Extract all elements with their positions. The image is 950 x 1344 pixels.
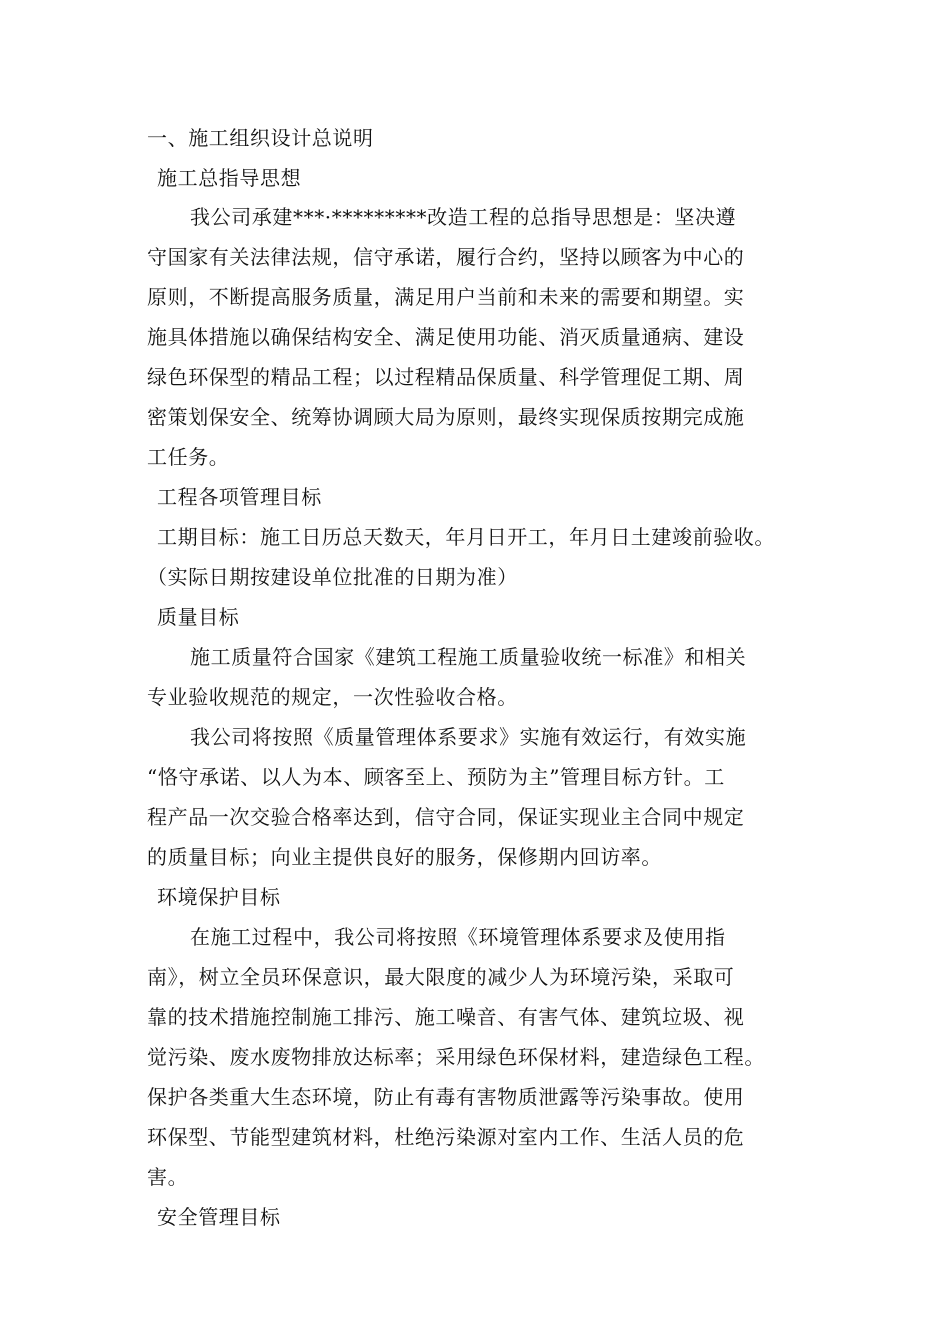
- paragraph-line: 保护各类重大生态环境，防止有毒有害物质泄露等污染事故。使用: [147, 1085, 745, 1109]
- paragraph-line: 施具体措施以确保结构安全、满足使用功能、消灭质量通病、建设: [147, 325, 745, 349]
- paragraph-line: 施工质量符合国家《建筑工程施工质量验收统一标准》和相关: [190, 645, 747, 669]
- paragraph-line: 觉污染、废水废物排放达标率；采用绿色环保材料，建造绿色工程。: [147, 1045, 765, 1069]
- paragraph-line: 在施工过程中，我公司将按照《环境管理体系要求及使用指: [190, 925, 726, 949]
- paragraph-line: 工任务。: [147, 445, 230, 469]
- paragraph-line: 专业验收规范的规定，一次性验收合格。: [147, 685, 518, 709]
- paragraph-line: “恪守承诺、以人为本、顾客至上、预防为主”管理目标方针。工: [147, 765, 725, 789]
- paragraph-line: 环保型、节能型建筑材料，杜绝污染源对室内工作、生活人员的危: [147, 1125, 745, 1149]
- paragraph-line: 我公司承建***·*********改造工程的总指导思想是：坚决遵: [190, 205, 737, 229]
- paragraph-line: 程产品一次交验合格率达到，信守合同，保证实现业主合同中规定: [147, 805, 745, 829]
- subheading-guiding-idea: 施工总指导思想: [157, 166, 302, 190]
- paragraph-line: 绿色环保型的精品工程；以过程精品保质量、科学管理促工期、周: [147, 365, 745, 389]
- paragraph-line: 害。: [147, 1165, 189, 1189]
- paragraph-line: 密策划保安全、统筹协调顾大局为原则，最终实现保质按期完成施: [147, 405, 745, 429]
- paragraph-line: 南》，树立全员环保意识，最大限度的减少人为环境污染，采取可: [147, 965, 735, 989]
- paragraph-line: 守国家有关法律法规，信守承诺，履行合约，坚持以顾客为中心的: [147, 245, 745, 269]
- subheading-management-goals: 工程各项管理目标: [157, 485, 322, 509]
- subheading-environment-goal: 环境保护目标: [157, 885, 281, 909]
- subheading-quality-goal: 质量目标: [157, 605, 240, 629]
- paragraph-line: 的质量目标；向业主提供良好的服务，保修期内回访率。: [147, 845, 662, 869]
- subheading-safety-goal: 安全管理目标: [157, 1205, 281, 1229]
- section-heading: 一、施工组织设计总说明: [147, 126, 374, 150]
- paragraph-line: 靠的技术措施控制施工排污、施工噪音、有害气体、建筑垃圾、视: [147, 1005, 745, 1029]
- paragraph-line: 我公司将按照《质量管理体系要求》实施有效运行，有效实施: [190, 725, 747, 749]
- schedule-note-line: （实际日期按建设单位批准的日期为准）: [147, 565, 518, 589]
- paragraph-line: 原则，不断提高服务质量，满足用户当前和未来的需要和期望。实: [147, 285, 745, 309]
- schedule-goal-line: 工期目标：施工日历总天数天，年月日开工，年月日土建竣前验收。: [157, 525, 775, 549]
